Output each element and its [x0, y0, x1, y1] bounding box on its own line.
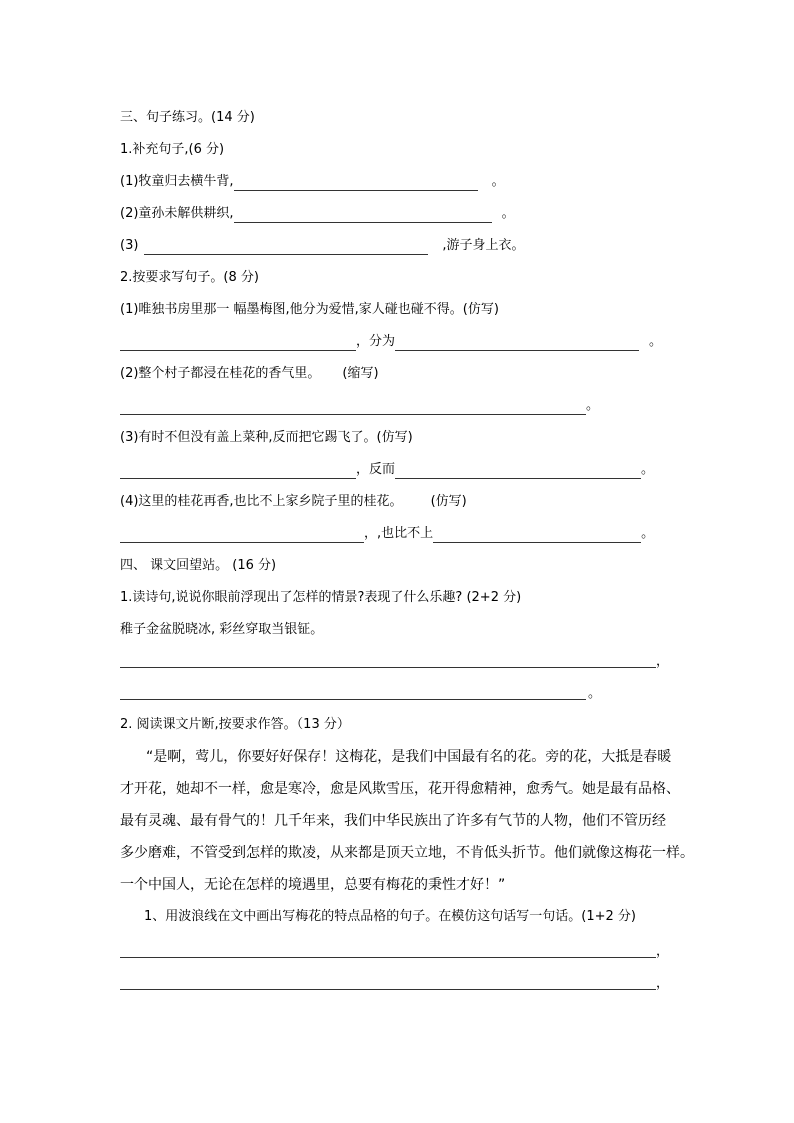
q2-item1-blank-b[interactable] — [395, 336, 639, 351]
q1-item1-suffix: 。 — [491, 174, 505, 189]
q2-item2-text: (2)整个村子都浸在桂花的香气里。 — [120, 366, 321, 381]
passage-line: 多少磨难，不管受到怎样的欺凌，从来都是顶天立地，不肯低头折节。他们就像这梅花一样。 — [120, 845, 694, 861]
q2-item1-mid: ，分为 — [356, 334, 396, 349]
s4-q2-sub1: 1、用波浪线在文中画出写梅花的特点品格的句子。在模仿这句话写一句话。(1+2 分) — [144, 909, 636, 924]
q1-item2-prefix: (2)童孙未解供耕织, — [120, 206, 234, 221]
q2-item1-end: 。 — [649, 334, 663, 349]
q1-item2 — [120, 205, 515, 223]
q1-item2-suffix: 。 — [501, 206, 515, 221]
q2-item2-tag: (缩写) — [342, 366, 379, 381]
q2-item2-end: 。 — [586, 398, 600, 413]
q2-item3-mid: ，反而 — [356, 462, 396, 477]
s4-q1-answer-end-1: ， — [656, 654, 670, 669]
q2-item4 — [120, 493, 467, 511]
q1-item3 — [120, 237, 525, 255]
section3-heading: 三、句子练习。(14 分) — [120, 110, 255, 125]
s4-q1-answer-line-2[interactable] — [120, 699, 586, 700]
q1-item2-blank[interactable] — [234, 208, 492, 223]
q1-item1-prefix: (1)牧童归去横牛背, — [120, 174, 234, 189]
passage-line: 最有灵魂、最有骨气的！几千年来，我们中华民族出了许多有气节的人物，他们不管历经 — [120, 813, 666, 829]
q2-item2-blank[interactable] — [120, 400, 586, 415]
q1-item3-suffix: ,游子身上衣。 — [442, 238, 525, 253]
q2-item3-blank-b[interactable] — [395, 464, 641, 479]
passage-line: “是啊，莺儿，你要好好保存！这梅花，是我们中国最有名的花。旁的花，大抵是春暖 — [146, 749, 672, 765]
s4-q1-answer-line-1[interactable] — [120, 667, 656, 668]
q2-item4-text: (4)这里的桂花再香,也比不上家乡院子里的桂花。 — [120, 494, 403, 509]
s4-q2-title: 2. 阅读课文片断,按要求作答。（13 分） — [120, 717, 350, 732]
q2-item1-answer — [120, 333, 662, 351]
s4-q1-title: 1.读诗句,说说你眼前浮现出了怎样的情景?表现了什么乐趣? (2+2 分) — [120, 590, 522, 605]
q1-title: 1.补充句子,(6 分) — [120, 142, 225, 157]
s4-q2-answer-line-1[interactable] — [120, 957, 656, 958]
q2-item1-blank-a[interactable] — [120, 336, 356, 351]
q2-item4-answer — [120, 525, 654, 543]
q2-item1: (1)唯独书房里那一 幅墨梅图,他分为爱惜,家人碰也碰不得。(仿写) — [120, 302, 499, 317]
s4-q1-poem: 稚子金盆脱晓冰, 彩丝穿取当银钲。 — [120, 622, 324, 637]
q1-item1 — [120, 173, 505, 191]
q1-item3-prefix: (3) — [120, 238, 139, 253]
q2-item4-blank-a[interactable] — [120, 528, 364, 543]
q1-item3-blank[interactable] — [144, 240, 428, 255]
q2-item3-blank-a[interactable] — [120, 464, 356, 479]
q2-item4-tag: (仿写) — [430, 494, 467, 509]
q2-item3-answer — [120, 461, 654, 479]
s4-q2-answer-line-2[interactable] — [120, 989, 656, 990]
q2-item4-end: 。 — [641, 526, 655, 541]
q2-item3-end: 。 — [641, 462, 655, 477]
q2-item3: (3)有时不但没有盖上菜种,反而把它踢飞了。(仿写) — [120, 430, 413, 445]
q1-item1-blank[interactable] — [234, 176, 478, 191]
q2-item2 — [120, 365, 379, 383]
q2-title: 2.按要求写句子。(8 分) — [120, 270, 259, 285]
section4-heading: 四、 课文回望站。 (16 分) — [120, 558, 277, 573]
s4-q1-answer-end-2: 。 — [588, 686, 602, 701]
passage-line: 一个中国人，无论在怎样的境遇里，总要有梅花的秉性才好！” — [120, 877, 506, 893]
q2-item4-mid: ，,也比不上 — [364, 526, 434, 541]
q2-item2-answer — [120, 397, 599, 415]
s4-q2-answer-end-1: ， — [656, 944, 670, 959]
passage-line: 才开花，她却不一样，愈是寒冷，愈是风欺雪压，花开得愈精神，愈秀气。她是最有品格、 — [120, 781, 680, 797]
s4-q2-answer-end-2: ， — [656, 976, 670, 991]
q2-item4-blank-b[interactable] — [433, 528, 641, 543]
